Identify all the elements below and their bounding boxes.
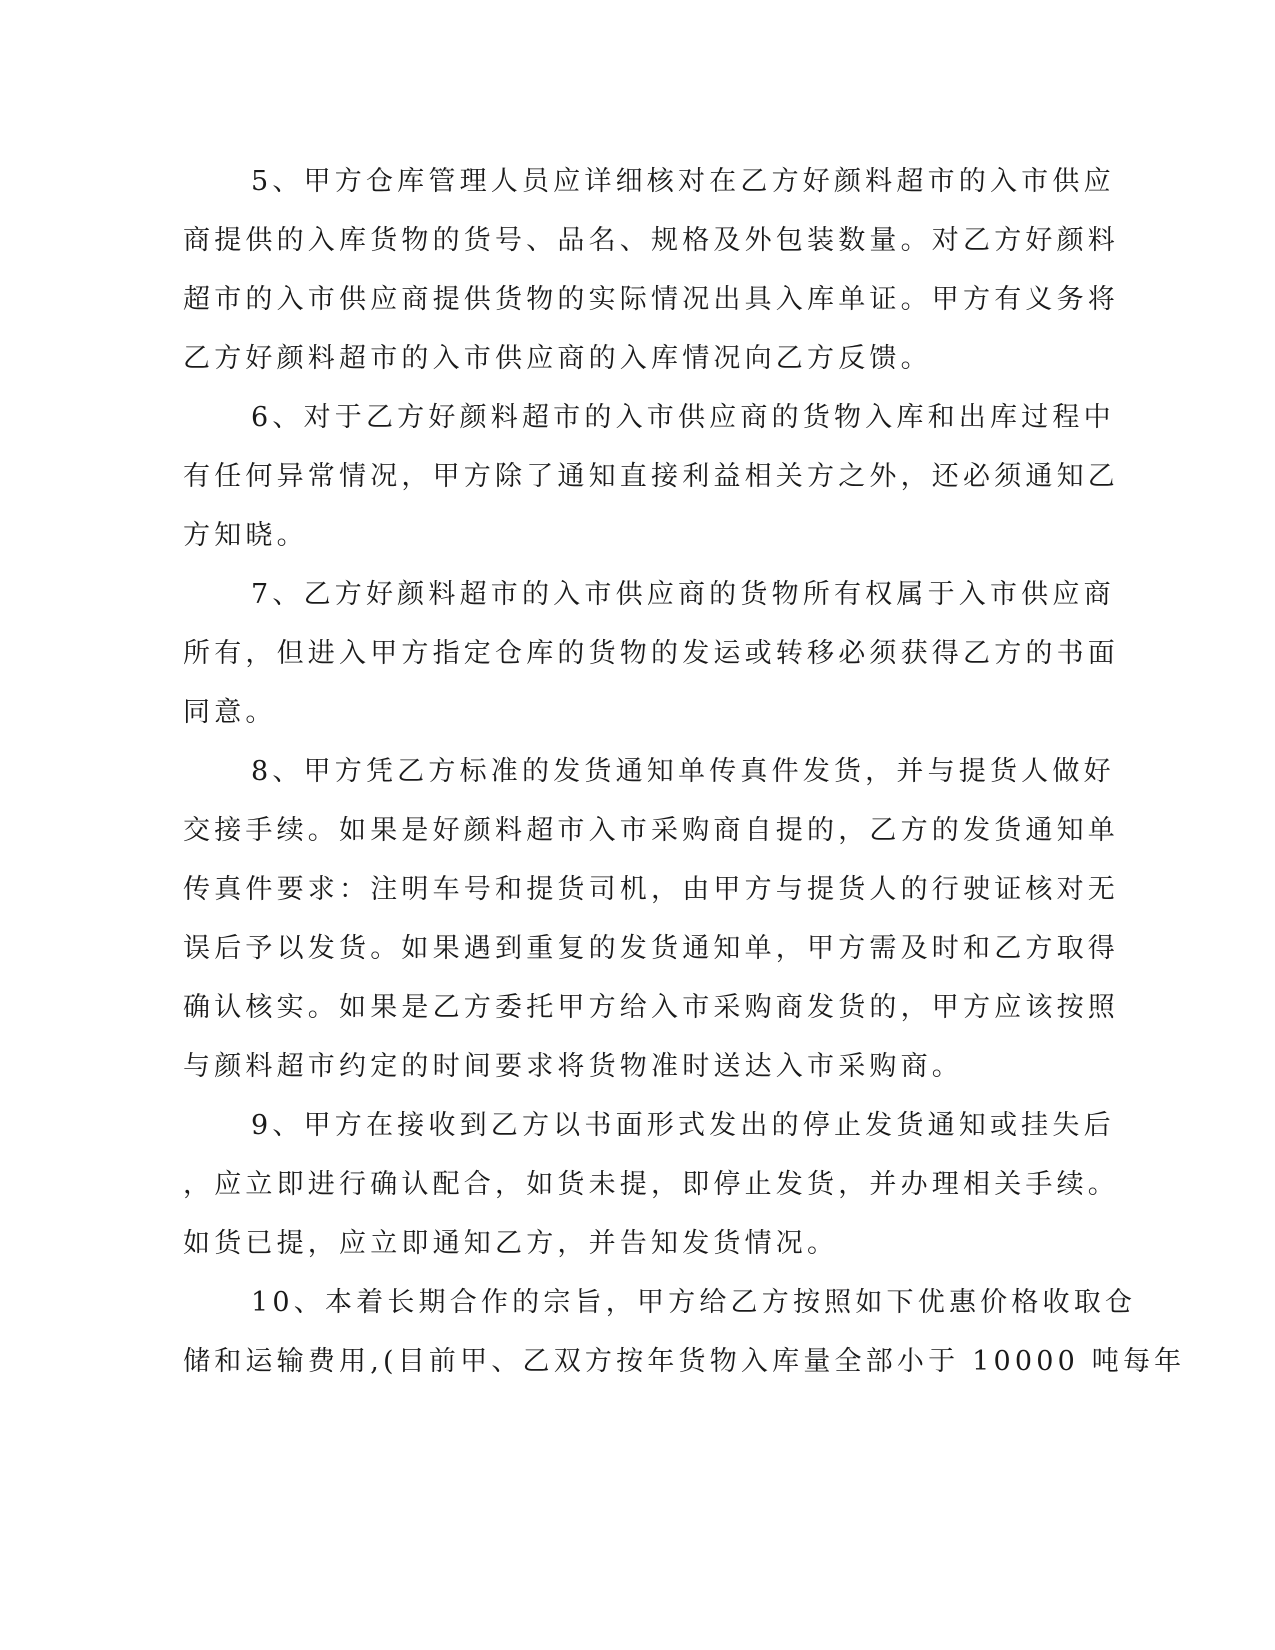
clause-9-paragraph (183, 1096, 1119, 1273)
text-line: 6、对于乙方好颜料超市的入市供应商的货物入库和出库过程中 (251, 402, 1115, 433)
document-page (183, 152, 1186, 1391)
text-line: 有任何异常情况，甲方除了通知直接利益相关方之外，还必须通知乙 (183, 461, 1119, 492)
text-line: 5、甲方仓库管理人员应详细核对在乙方好颜料超市的入市供应 (251, 166, 1115, 197)
text-line: 超市的入市供应商提供货物的实际情况出具入库单证。甲方有义务将 (183, 284, 1119, 315)
clause-10-paragraph (183, 1273, 1186, 1391)
text-line: 误后予以发货。如果遇到重复的发货通知单，甲方需及时和乙方取得 (183, 933, 1119, 964)
text-line: 确认核实。如果是乙方委托甲方给入市采购商发货的，甲方应该按照 (183, 992, 1119, 1023)
text-line: 如货已提，应立即通知乙方，并告知发货情况。 (183, 1228, 839, 1259)
clause-8-paragraph (183, 742, 1119, 1096)
text-line: 7、乙方好颜料超市的入市供应商的货物所有权属于入市供应商 (251, 579, 1115, 610)
clause-6-paragraph (183, 388, 1119, 565)
clause-5-paragraph (183, 152, 1119, 388)
text-line: ，应立即进行确认配合，如货未提，即停止发货，并办理相关手续。 (183, 1169, 1119, 1200)
text-line: 储和运输费用,(目前甲、乙双方按年货物入库量全部小于 10000 吨每年 (183, 1346, 1186, 1377)
text-line: 10、本着长期合作的宗旨，甲方给乙方按照如下优惠价格收取仓 (251, 1287, 1137, 1318)
text-line: 商提供的入库货物的货号、品名、规格及外包装数量。对乙方好颜料 (183, 225, 1119, 256)
text-line: 9、甲方在接收到乙方以书面形式发出的停止发货通知或挂失后 (251, 1110, 1115, 1141)
text-line: 乙方好颜料超市的入市供应商的入库情况向乙方反馈。 (183, 343, 932, 374)
text-line: 所有，但进入甲方指定仓库的货物的发运或转移必须获得乙方的书面 (183, 638, 1119, 669)
text-line: 与颜料超市约定的时间要求将货物准时送达入市采购商。 (183, 1051, 963, 1082)
text-line: 交接手续。如果是好颜料超市入市采购商自提的，乙方的发货通知单 (183, 815, 1119, 846)
clause-7-paragraph (183, 565, 1119, 742)
text-line: 传真件要求：注明车号和提货司机，由甲方与提货人的行驶证核对无 (183, 874, 1119, 905)
text-line: 8、甲方凭乙方标准的发货通知单传真件发货，并与提货人做好 (251, 756, 1115, 787)
text-line: 同意。 (183, 697, 277, 728)
text-line: 方知晓。 (183, 520, 308, 551)
